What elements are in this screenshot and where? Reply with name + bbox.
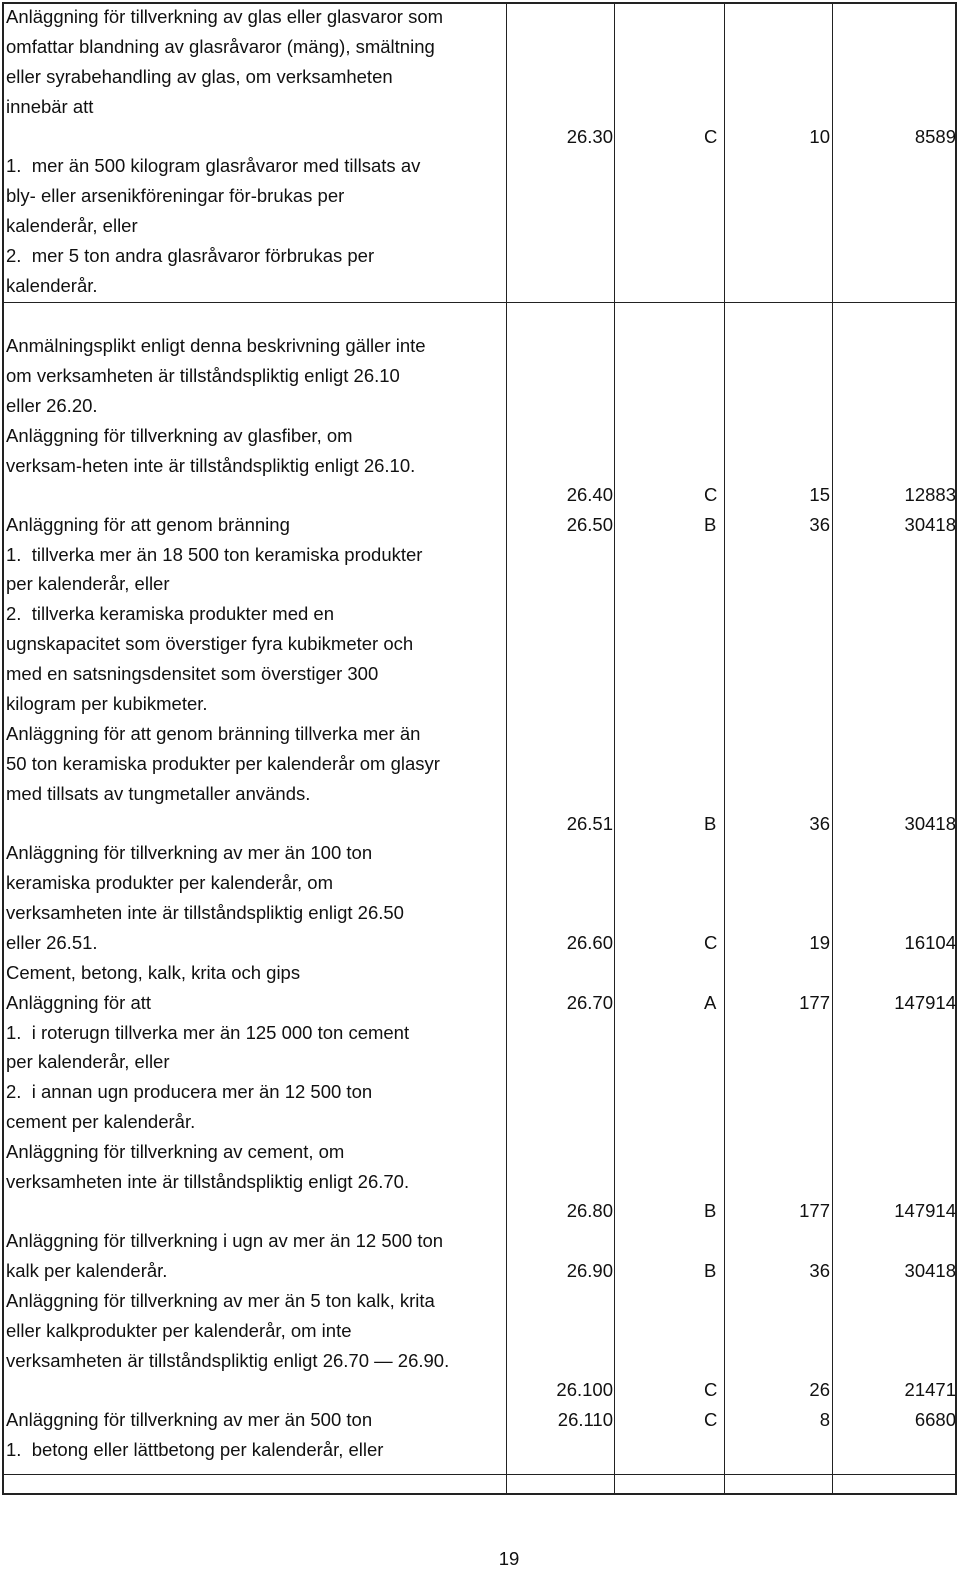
activity-points: 10 xyxy=(809,126,830,147)
row-divider xyxy=(4,302,955,303)
activity-class: C xyxy=(704,1409,718,1430)
description-line: innebär att xyxy=(6,96,94,117)
description-line: Anläggning för tillverkning av mer än 100 ton xyxy=(6,842,373,863)
description-line: verksam-heten inte är tillståndspliktig enligt 26.10. xyxy=(6,455,416,476)
description-line: ugnskapacitet som överstiger fyra kubikmeter och xyxy=(6,633,414,654)
activity-points: 36 xyxy=(809,1260,830,1281)
description-line: bly- eller arsenikföreningar för-brukas per xyxy=(6,185,345,206)
description-line: Anläggning för tillverkning av mer än 500 ton xyxy=(6,1409,373,1430)
description-line: per kalenderår, eller xyxy=(6,1051,170,1072)
activity-class: C xyxy=(704,1379,718,1400)
description-line: keramiska produkter per kalenderår, om xyxy=(6,872,333,893)
page-number: 19 xyxy=(498,1548,520,1569)
description-line: med tillsats av tungmetaller används. xyxy=(6,783,311,804)
description-line: Anläggning för tillverkning av mer än 5 ton kalk, krita xyxy=(6,1290,435,1311)
activity-fee: 147914 xyxy=(894,1200,956,1221)
activity-points: 15 xyxy=(809,484,830,505)
description-line: Anläggning för tillverkning i ugn av mer än 12 500 ton xyxy=(6,1230,444,1251)
description-line: eller 26.20. xyxy=(6,395,98,416)
activity-points: 177 xyxy=(799,1200,830,1221)
activity-code: 26.100 xyxy=(556,1379,613,1400)
description-line: per kalenderår, eller xyxy=(6,573,170,594)
activity-fee: 30418 xyxy=(904,1260,956,1281)
activity-fee: 16104 xyxy=(904,932,956,953)
activity-class: B xyxy=(704,514,717,535)
activity-points: 19 xyxy=(809,932,830,953)
description-line: 1. betong eller lättbetong per kalenderår, eller xyxy=(6,1439,384,1460)
column-divider xyxy=(614,4,615,1493)
description-line: eller kalkprodukter per kalenderår, om inte xyxy=(6,1320,352,1341)
activity-code: 26.60 xyxy=(566,932,613,953)
activity-code: 26.70 xyxy=(566,992,613,1013)
activity-class: C xyxy=(704,484,718,505)
activity-fee: 30418 xyxy=(904,813,956,834)
activity-fee: 147914 xyxy=(894,992,956,1013)
description-line: om verksamheten är tillståndspliktig enligt 26.10 xyxy=(6,365,400,386)
description-line: verksamheten inte är tillståndspliktig enligt 26.70. xyxy=(6,1171,410,1192)
description-line: verksamheten inte är tillståndspliktig enligt 26.50 xyxy=(6,902,404,923)
description-line: 2. mer 5 ton andra glasråvaror förbrukas per xyxy=(6,245,375,266)
activity-points: 26 xyxy=(809,1379,830,1400)
column-divider xyxy=(506,4,507,1493)
description-line: kalenderår, eller xyxy=(6,215,138,236)
description-line: cement per kalenderår. xyxy=(6,1111,196,1132)
activity-fee: 21471 xyxy=(904,1379,956,1400)
description-line: 2. tillverka keramiska produkter med en xyxy=(6,603,334,624)
column-divider xyxy=(724,4,725,1493)
activity-fee: 12883 xyxy=(904,484,956,505)
description-line: Anläggning för tillverkning av cement, om xyxy=(6,1141,345,1162)
description-line: 2. i annan ugn producera mer än 12 500 ton xyxy=(6,1081,373,1102)
description-line: kalk per kalenderår. xyxy=(6,1260,168,1281)
description-line: kalenderår. xyxy=(6,275,98,296)
activity-fee: 8589 xyxy=(914,126,956,147)
description-line: 1. tillverka mer än 18 500 ton keramiska produkter xyxy=(6,544,423,565)
activity-points: 36 xyxy=(809,813,830,834)
activity-class: B xyxy=(704,1200,717,1221)
description-line: Anläggning för att genom bränning xyxy=(6,514,290,535)
description-line: Anläggning för att genom bränning tillverka mer än xyxy=(6,723,421,744)
activity-code: 26.40 xyxy=(566,484,613,505)
description-line: med en satsningsdensitet som överstiger 300 xyxy=(6,663,379,684)
description-line: Anmälningsplikt enligt denna beskrivning gäller inte xyxy=(6,335,426,356)
description-line: eller syrabehandling av glas, om verksamheten xyxy=(6,66,393,87)
activity-fee: 6680 xyxy=(914,1409,956,1430)
activity-code: 26.30 xyxy=(566,126,613,147)
activity-points: 36 xyxy=(809,514,830,535)
activity-code: 26.50 xyxy=(566,514,613,535)
row-divider xyxy=(4,1474,955,1475)
description-line: Anläggning för tillverkning av glasfiber, om xyxy=(6,425,353,446)
description-line: Anläggning för att xyxy=(6,992,152,1013)
description-line: 50 ton keramiska produkter per kalenderår om glasyr xyxy=(6,753,440,774)
activity-fee: 30418 xyxy=(904,514,956,535)
activity-code: 26.90 xyxy=(566,1260,613,1281)
activity-class: B xyxy=(704,1260,717,1281)
description-line: omfattar blandning av glasråvaror (mäng), smältning xyxy=(6,36,435,57)
description-line: eller 26.51. xyxy=(6,932,98,953)
column-divider xyxy=(832,4,833,1493)
activity-class: C xyxy=(704,126,718,147)
description-line: kilogram per kubikmeter. xyxy=(6,693,208,714)
description-line: 1. i roterugn tillverka mer än 125 000 ton cement xyxy=(6,1022,410,1043)
activity-class: A xyxy=(704,992,717,1013)
section-heading: Cement, betong, kalk, krita och gips xyxy=(6,962,301,983)
activity-code: 26.110 xyxy=(557,1409,613,1430)
activity-class: C xyxy=(704,932,718,953)
activity-code: 26.51 xyxy=(566,813,613,834)
activity-points: 8 xyxy=(819,1409,830,1430)
description-line: Anläggning för tillverkning av glas eller glasvaror som xyxy=(6,6,444,27)
activity-points: 177 xyxy=(799,992,830,1013)
description-line: verksamheten är tillståndspliktig enligt 26.70 — 26.90. xyxy=(6,1350,450,1371)
activity-code: 26.80 xyxy=(566,1200,613,1221)
description-line: 1. mer än 500 kilogram glasråvaror med tillsats av xyxy=(6,155,421,176)
activity-class: B xyxy=(704,813,717,834)
